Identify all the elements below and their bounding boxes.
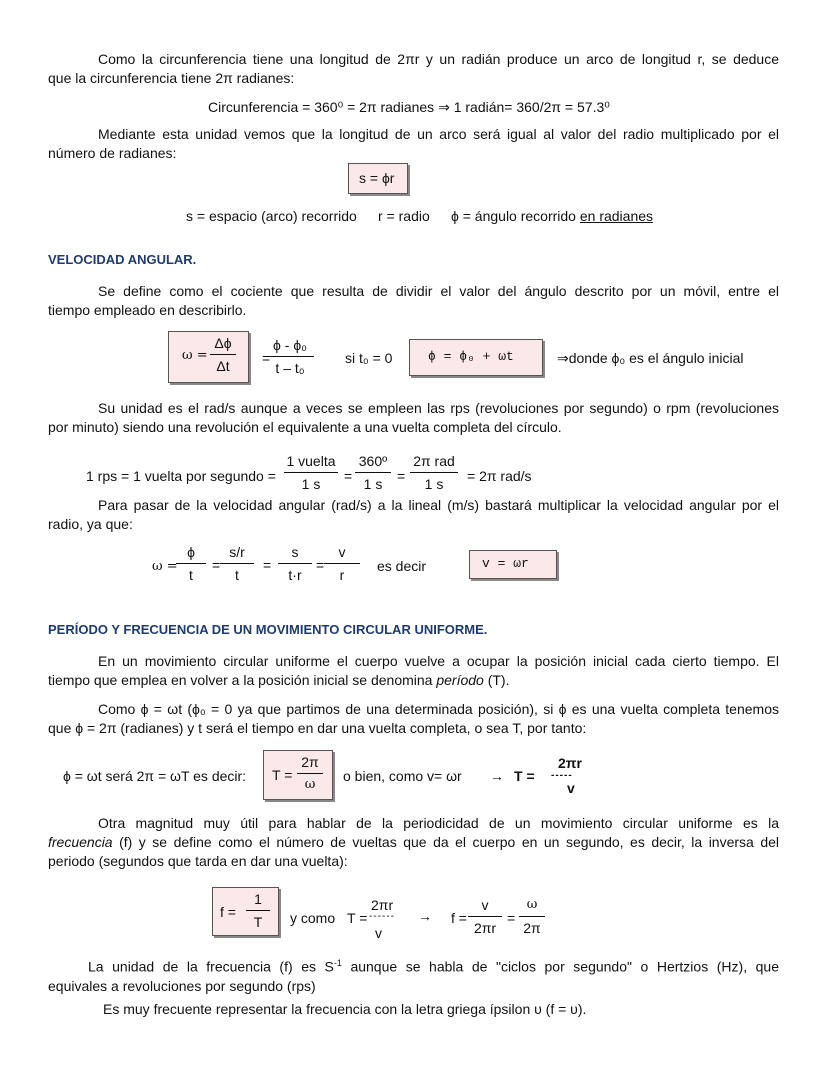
fraction-2pi-rad xyxy=(410,452,458,493)
es-decir: es decir xyxy=(377,558,427,574)
denominator: t – t₀ xyxy=(275,360,305,376)
period-T-label: T = xyxy=(514,768,535,784)
fraction-v-2pir xyxy=(468,896,502,937)
numerator: s xyxy=(291,544,299,560)
text-line: periodo (segundos que tarda en dar una vuelta): xyxy=(48,853,348,869)
denominator: r xyxy=(339,567,345,583)
paragraph-como xyxy=(48,700,779,738)
denominator: t xyxy=(189,567,193,583)
denominator: 1 s xyxy=(424,476,444,492)
formula-box-phi xyxy=(409,339,543,376)
term-periodo: período xyxy=(436,672,484,688)
formula-T: T = xyxy=(272,767,293,783)
text-line: que ϕ = 2π (radianes) y t será el tiempo en dar una vuelta completa, o sea T, por tanto: xyxy=(48,720,587,736)
equals-sign: = xyxy=(263,557,272,573)
omega-label: ω = xyxy=(182,348,208,363)
formula-box-v xyxy=(469,550,557,579)
fraction-vuelta xyxy=(284,452,338,493)
text-line: Como ϕ = ωt (ϕ₀ = 0 ya que partimos de una determinada posición), si ϕ es una vuelta completa tenemos xyxy=(98,701,779,717)
legend-radians-underlined: en radianes xyxy=(579,208,654,224)
numerator: ϕ xyxy=(187,544,195,560)
legend-s: s = espacio (arco) recorrido xyxy=(186,208,357,224)
text-segment: (f) y se define como el número de vueltas que da el cuerpo en un segundo, es decir, la inversa del xyxy=(112,834,779,850)
equals-sign: = xyxy=(397,468,406,484)
arrow-icon: → xyxy=(418,908,432,924)
text-line: por minuto) siendo una revolución el equivalente a una vuelta completa del círculo. xyxy=(48,419,562,435)
note-initial-angle: ⇒donde ϕ₀ es el ángulo inicial xyxy=(557,350,744,366)
period-T-dashes: ----- xyxy=(551,770,573,781)
numerator: 1 xyxy=(254,891,262,907)
formula-box-arc xyxy=(348,163,408,194)
section-heading-period-frequency: PERÍODO Y FRECUENCIA DE UN MOVIMIENTO CIRCULAR UNIFORME. xyxy=(48,622,488,637)
legend-phi xyxy=(451,207,653,225)
section-heading-angular-velocity: VELOCIDAD ANGULAR. xyxy=(48,252,197,267)
condition-t0: si t₀ = 0 xyxy=(345,350,393,366)
equation-circumference: Circunferencia = 360⁰ = 2π radianes ⇒ 1 radián= 360/2π = 57.3⁰ xyxy=(208,99,610,115)
paragraph-units xyxy=(48,399,779,437)
denominator: 2πr xyxy=(473,920,497,936)
text-line: Se define como el cociente que resulta de dividir el valor del ángulo descrito por un móvil, entre el xyxy=(98,283,779,299)
T-denominator: v xyxy=(375,925,382,941)
formula-text: ϕ = ϕ₀ + ωt xyxy=(428,349,514,364)
numerator: v xyxy=(481,897,489,913)
equals-sign: = xyxy=(344,468,353,484)
formula-box-omega xyxy=(168,331,249,383)
text-line: Mediante esta unidad vemos que la longitud de un arco será igual al valor del radio multiplicado por el xyxy=(98,126,779,142)
rps-lhs: 1 rps = 1 vuelta por segundo = xyxy=(86,468,276,484)
omega-label: ω = xyxy=(152,559,178,574)
paragraph-definition xyxy=(48,282,779,320)
denominator: 1 s xyxy=(301,476,321,492)
paragraph-circumference xyxy=(48,50,779,88)
rps-result: = 2π rad/s xyxy=(467,468,532,484)
formula-text: v = ωr xyxy=(482,556,529,571)
formula-text: s = ϕr xyxy=(359,170,395,186)
text-line: radio, ya que: xyxy=(48,516,133,532)
numerator: ϕ - ϕ₀ xyxy=(273,337,307,353)
numerator: 360º xyxy=(358,453,388,469)
text-line: Su unidad es el rad/s aunque a veces se empleen las rps (revoluciones por segundo) o rpm (revoluciones xyxy=(98,400,779,416)
text-line: equivales a revoluciones por segundo (rps) xyxy=(48,977,316,994)
text-segment: aunque se habla de "ciclos por segundo" o Hertzios (Hz), que xyxy=(341,958,779,975)
paragraph-frequency xyxy=(48,814,779,871)
T-numerator: 2πr xyxy=(371,897,394,913)
period-lhs: ϕ = ωt será 2π = ωT es decir: xyxy=(63,768,247,784)
text-line xyxy=(48,833,779,852)
fraction-s-tr xyxy=(278,543,312,584)
fraction-1-T xyxy=(246,890,270,931)
period-T-denominator: v xyxy=(567,780,575,796)
fraction-delta xyxy=(210,334,236,375)
formula-box-period xyxy=(263,750,333,800)
denominator: T xyxy=(253,914,263,930)
denominator: 1 s xyxy=(363,476,383,492)
text-line: Como la circunferencia tiene una longitud de 2πr y un radián produce un arco de longitud r, se deduce xyxy=(98,51,779,67)
formula-f: f = xyxy=(220,904,236,920)
paragraph-period xyxy=(48,652,779,690)
period-mid-text: o bien, como v= ωr xyxy=(343,768,462,784)
y-como: y como xyxy=(290,910,336,926)
paragraph-frequency-unit xyxy=(48,954,779,996)
fraction-360 xyxy=(355,452,391,493)
text-line: tiempo empleado en describirlo. xyxy=(48,302,247,318)
text-line: Para pasar de la velocidad angular (rad/s) a la lineal (m/s) bastará multiplicar la velocidad angular por el xyxy=(98,497,779,513)
legend-r: r = radio xyxy=(378,208,430,224)
denominator: t xyxy=(235,567,239,583)
period-T-numerator: 2πr xyxy=(558,755,582,771)
paragraph-linear-velocity xyxy=(48,496,779,534)
numerator: s/r xyxy=(229,544,245,560)
text-line: Otra magnitud muy útil para hablar de la periodicidad de un movimiento circular uniforme es la xyxy=(98,815,779,831)
denominator: t·r xyxy=(288,567,302,583)
numerator: ω xyxy=(526,897,538,912)
f-label: f = xyxy=(451,910,467,926)
paragraph-upsilon: Es muy frecuente representar la frecuencia con la letra griega ípsilon υ (f = υ). xyxy=(103,1001,587,1017)
fraction-omega-2pi xyxy=(519,896,545,937)
text-line: que la circunferencia tiene 2π radianes: xyxy=(48,70,295,86)
denominator: ω xyxy=(304,777,316,792)
T-dashes: ------ xyxy=(369,911,395,922)
denominator: Δt xyxy=(216,358,230,374)
numerator: v xyxy=(338,544,346,560)
fraction-sr-t xyxy=(220,543,254,584)
denominator: 2π xyxy=(523,920,541,936)
equals-sign: = xyxy=(507,910,516,926)
text-segment: (T). xyxy=(483,672,510,688)
numerator: 2π xyxy=(301,754,319,770)
text-segment: La unidad de la frecuencia (f) es S xyxy=(88,958,334,975)
fraction-phi-diff xyxy=(266,336,314,377)
numerator: 2π rad xyxy=(413,453,455,469)
equals-sign: = xyxy=(316,557,325,573)
T-label: T = xyxy=(347,910,368,926)
numerator: Δϕ xyxy=(214,335,232,351)
fraction-v-r xyxy=(324,543,360,584)
numerator: 1 vuelta xyxy=(286,453,336,469)
legend-phi-text: ϕ = ángulo recorrido xyxy=(451,208,576,224)
text-line: En un movimiento circular uniforme el cuerpo vuelve a ocupar la posición inicial cada cierto tiempo. El xyxy=(98,653,779,669)
term-frecuencia: frecuencia xyxy=(48,834,113,850)
paragraph-arc-length xyxy=(48,125,779,163)
text-line xyxy=(48,954,779,977)
superscript: -1 xyxy=(333,958,342,968)
formula-box-frequency xyxy=(212,887,279,936)
text-segment: tiempo que emplea en volver a la posición inicial se denomina xyxy=(48,672,437,688)
text-line xyxy=(48,672,509,688)
fraction-2pi-omega xyxy=(297,753,323,794)
text-line: número de radianes: xyxy=(48,145,177,161)
equals-sign: = xyxy=(262,350,271,366)
fraction-phi-t xyxy=(176,543,206,584)
equals-sign: = xyxy=(212,557,221,573)
arrow-icon: → xyxy=(490,768,504,784)
